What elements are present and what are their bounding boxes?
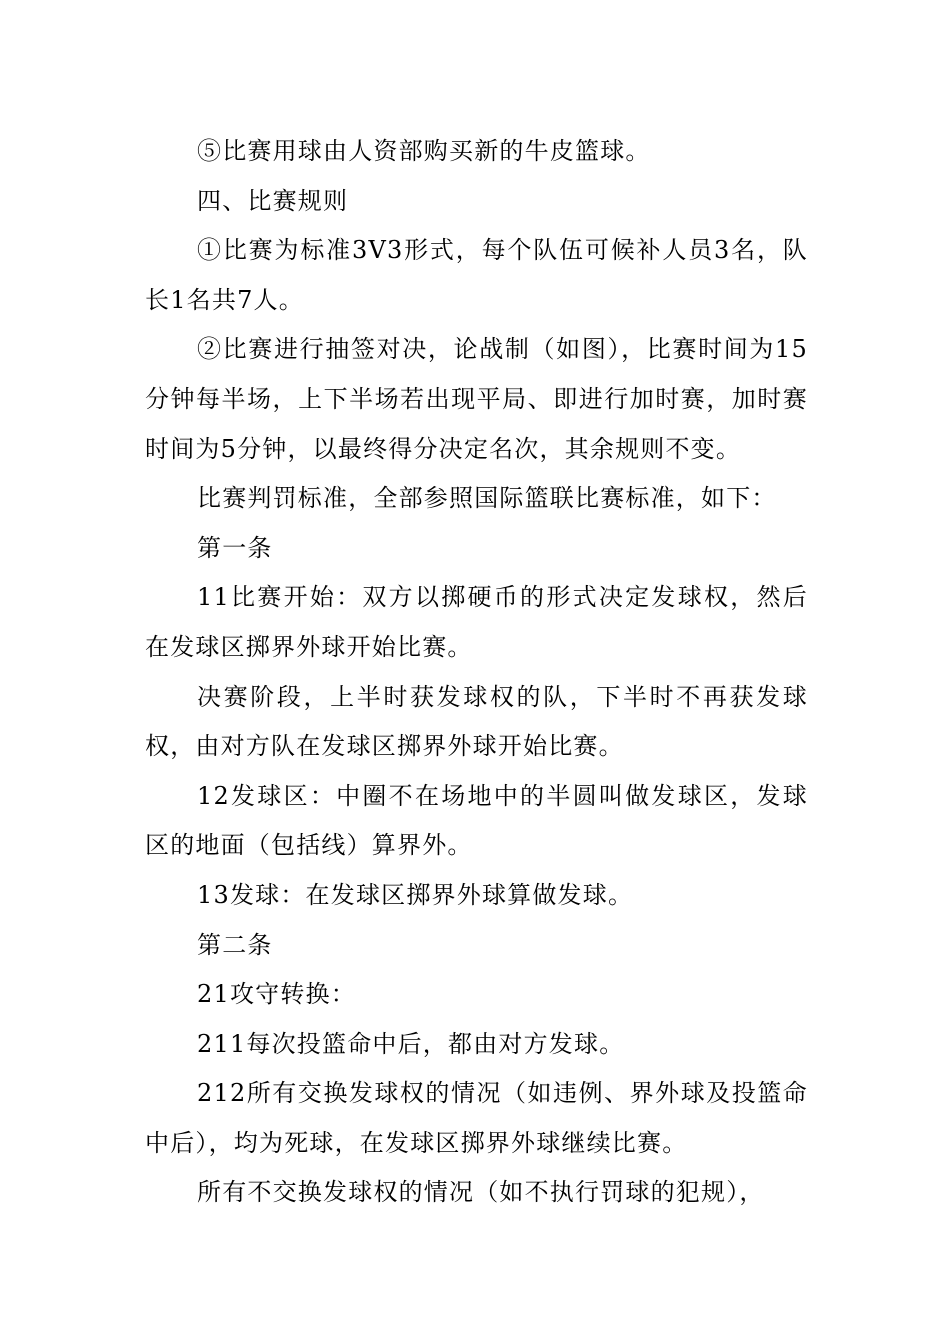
paragraph-21-transition: 21攻守转换： — [197, 980, 356, 1009]
paragraph-11-start: 11比赛开始：双方以掷硬币的形式决定发球权，然后在发球区掷界外球开始比赛。 — [145, 583, 808, 661]
paragraph-12-serve-area: 12发球区：中圈不在场地中的半圆叫做发球区，发球区的地面（包括线）算界外。 — [145, 781, 808, 860]
paragraph-13-serve: 13发球：在发球区掷界外球算做发球。 — [197, 880, 634, 909]
paragraph-format: ①比赛为标准3V3形式，每个队伍可候补人员3名，队长1名共7人。 — [145, 236, 808, 314]
section-heading-rules: 四、比赛规则 — [197, 186, 349, 215]
article-heading-2: 第二条 — [197, 930, 273, 959]
paragraph-schedule: ②比赛进行抽签对决，论战制（如图），比赛时间为15分钟每半场，上下半场若出现平局、即进行加时赛，加时赛时间为5分钟，以最终得分决定名次，其余规则不变。 — [145, 335, 808, 463]
article-heading-1: 第一条 — [197, 533, 273, 562]
paragraph-211: 211每次投篮命中后，都由对方发球。 — [197, 1029, 625, 1058]
paragraph-212: 212所有交换发球权的情况（如违例、界外球及投篮命中后），均为死球，在发球区掷界外球继续比赛。 — [145, 1079, 808, 1157]
paragraph-no-exchange: 所有不交换发球权的情况（如不执行罚球的犯规）， — [197, 1178, 765, 1207]
paragraph-ball-supply: ⑤比赛用球由人资部购买新的牛皮篮球。 — [197, 137, 651, 165]
paragraph-standards: 比赛判罚标准，全部参照国际篮联比赛标准，如下： — [197, 484, 777, 513]
paragraph-final-stage: 决赛阶段，上半时获发球权的队，下半时不再获发球权，由对方队在发球区掷界外球开始比赛。 — [145, 682, 808, 761]
document-body — [145, 127, 808, 1218]
